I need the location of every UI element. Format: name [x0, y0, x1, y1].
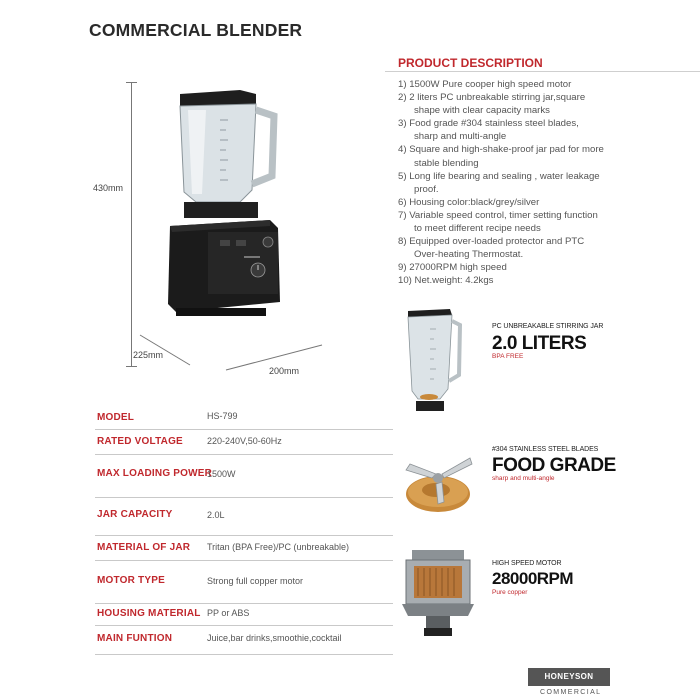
spec-label-model: MODEL [97, 412, 135, 423]
spec-label-motor-type: MOTOR TYPE [97, 575, 165, 586]
item-text-cont: shape with clear capacity marks [414, 105, 550, 117]
item-text: Equipped over-loaded protector and PTC [409, 236, 585, 248]
item-number: 10) [398, 275, 412, 287]
item-text: Long life bearing and sealing , water leakage [409, 170, 600, 182]
item-text: Variable speed control, timer setting function [409, 209, 598, 221]
motor-feature-caption: HIGH SPEED MOTOR [492, 560, 562, 567]
jar-feature-title: 2.0 LITERS [492, 333, 587, 354]
item-text: 1500W Pure cooper high speed motor [409, 79, 572, 90]
item-number: 3) [398, 118, 407, 130]
description-heading: PRODUCT DESCRIPTION [398, 56, 543, 70]
spec-divider [95, 454, 393, 455]
spec-label-voltage: RATED VOLTAGE [97, 436, 183, 447]
description-item [398, 117, 638, 143]
item-number: 5) [398, 170, 407, 182]
spec-value-power: 1500W [207, 469, 236, 479]
spec-divider [95, 654, 393, 655]
blade-feature-caption: #304 STAINLESS STEEL BLADES [492, 446, 599, 453]
description-item [398, 170, 638, 196]
item-number: 8) [398, 236, 407, 248]
item-text: Food grade #304 stainless steel blades, [409, 118, 579, 130]
description-item [398, 143, 638, 169]
spec-divider [95, 603, 393, 604]
description-item [398, 274, 638, 287]
spec-label-jar-material: MATERIAL OF JAR [97, 542, 191, 553]
item-text: 27000RPM high speed [409, 262, 507, 274]
motor-feature-title: 28000RPM [492, 569, 574, 588]
spec-divider [95, 497, 393, 498]
item-number: 7) [398, 209, 407, 221]
depth-label: 225mm [133, 350, 164, 360]
blender-image [158, 80, 298, 340]
spec-label-power: MAX LOADING POWER [97, 468, 213, 479]
blade-feature-note: sharp and multi-angle [492, 475, 555, 482]
brand-logo: HONEYSON [528, 668, 610, 686]
item-text-cont: to meet different recipe needs [414, 223, 541, 235]
spec-value-main-function: Juice,bar drinks,smoothie,cocktail [207, 633, 342, 643]
height-dimension-cap-top [126, 82, 137, 83]
item-text: Square and high-shake-proof jar pad for more [409, 144, 604, 156]
description-item [398, 235, 638, 261]
spec-value-jar-capacity: 2.0L [207, 510, 225, 520]
motor-image [398, 546, 478, 638]
item-number: 4) [398, 144, 407, 156]
page-title: COMMERCIAL BLENDER [89, 20, 303, 40]
spec-label-housing: HOUSING MATERIAL [97, 608, 201, 619]
brand-subtitle: COMMERCIAL [540, 689, 602, 696]
item-text: 2 liters PC unbreakable stirring jar,square [409, 92, 586, 104]
description-item [398, 78, 638, 91]
item-text-cont: sharp and multi-angle [414, 131, 507, 143]
description-item [398, 209, 638, 235]
item-number: 6) [398, 196, 407, 208]
spec-value-voltage: 220-240V,50-60Hz [207, 436, 282, 446]
spec-label-jar-capacity: JAR CAPACITY [97, 509, 173, 520]
description-item [398, 196, 638, 209]
spec-divider [95, 625, 393, 626]
motor-feature-note: Pure copper [492, 589, 528, 596]
spec-value-motor-type: Strong full copper motor [207, 576, 304, 586]
description-divider [385, 71, 700, 72]
spec-value-model: HS-799 [207, 411, 238, 421]
item-text: Housing color:black/grey/silver [409, 196, 540, 208]
description-item [398, 91, 638, 117]
blade-feature-title: FOOD GRADE [492, 455, 616, 476]
item-text-cont: stable blending [414, 157, 479, 169]
item-text-cont: Over-heating Thermostat. [414, 249, 524, 261]
item-text-cont: proof. [414, 183, 439, 195]
jar-feature-note: BPA FREE [492, 353, 524, 360]
item-text: Net.weight: 4.2kgs [414, 275, 494, 287]
spec-value-jar-material: Tritan (BPA Free)/PC (unbreakable) [207, 542, 350, 552]
item-number: 1) [398, 79, 407, 90]
spec-divider [95, 535, 393, 536]
blade-image [398, 448, 478, 518]
description-item [398, 261, 638, 274]
spec-divider [95, 560, 393, 561]
item-number: 9) [398, 262, 407, 274]
width-label: 200mm [269, 366, 300, 376]
height-label: 430mm [93, 183, 124, 193]
spec-divider [95, 429, 393, 430]
spec-label-main-function: MAIN FUNTION [97, 633, 173, 644]
spec-value-housing: PP or ABS [207, 608, 250, 618]
item-number: 2) [398, 92, 407, 104]
jar-image [402, 305, 462, 413]
description-list [398, 78, 638, 288]
jar-feature-caption: PC UNBREAKABLE STIRRING JAR [492, 323, 604, 330]
